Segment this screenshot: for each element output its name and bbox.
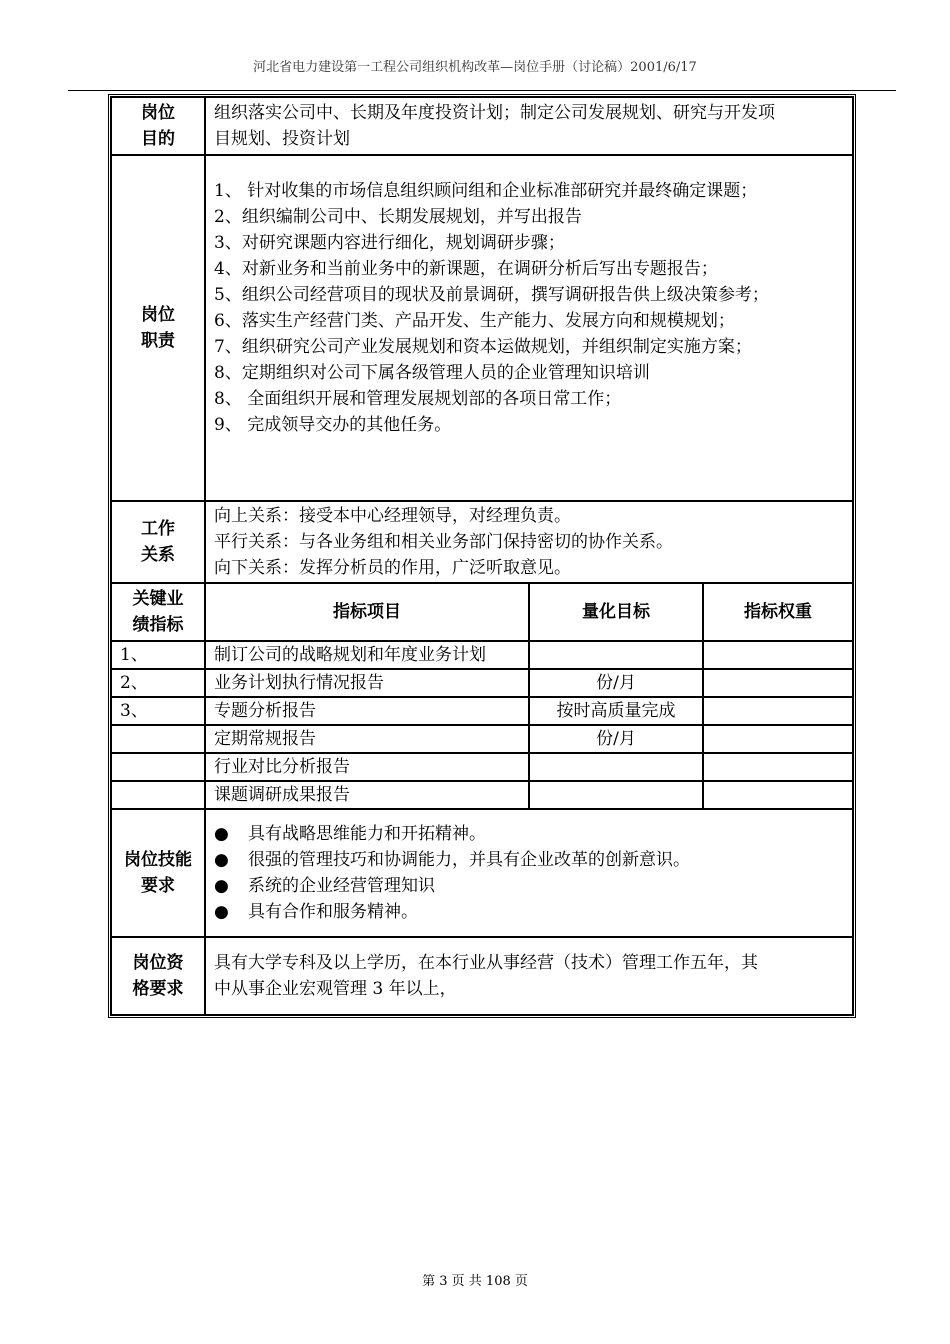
kpi-row-number [111,781,205,809]
page-header: 河北省电力建设第一工程公司组织机构改革—岗位手册（讨论稿）2001/6/17 [253,60,697,75]
relations-label-line: 关系 [141,545,175,565]
kpi-label-line: 关键业 [132,589,184,609]
skill-text: 系统的企业经营管理知识 [248,876,435,896]
kpi-row [111,753,853,781]
kpi-row-number: 3、 [111,697,205,725]
qualification-line: 中从事企业宏观管理 3 年以上， [214,979,457,999]
relation-upward: 向上关系：接受本中心经理领导，对经理负责。 [214,506,571,526]
kpi-header-row [111,583,853,641]
purpose-text [205,97,853,155]
bullet-icon: ● [214,824,229,844]
skill-text: 具有合作和服务精神。 [248,902,418,922]
kpi-row-weight [703,641,853,669]
kpi-row-weight [703,725,853,753]
purpose-row [111,97,853,155]
kpi-row-target [529,641,703,669]
kpi-row-target [529,753,703,781]
skills-row [111,809,853,937]
relations-label [111,501,205,583]
duty-item: 5、组织公司经营项目的现状及前景调研，撰写调研报告供上级决策参考； [214,285,769,305]
duties-label [111,155,205,501]
relation-parallel: 平行关系：与各业务组和相关业务部门保持密切的协作关系。 [214,532,673,552]
skills-list [205,809,853,937]
kpi-row [111,641,853,669]
purpose-line: 组织落实公司中、长期及年度投资计划；制定公司发展规划、研究与开发项 [214,103,775,123]
kpi-row-number [111,725,205,753]
purpose-label-line: 岗位 [141,103,175,123]
kpi-row-target: 份/月 [529,725,703,753]
skill-item [214,899,844,925]
skill-item [214,873,844,899]
duty-item: 3、对研究课题内容进行细化，规划调研步骤； [214,233,565,253]
kpi-header-item: 指标项目 [205,583,529,641]
purpose-line: 目规划、投资计划 [214,129,350,149]
kpi-row-target: 份/月 [529,669,703,697]
relations-text [205,501,853,583]
duties-row [111,155,853,501]
duty-item: 1、 针对收集的市场信息组织顾问组和企业标准部研究并最终确定课题； [214,181,758,201]
qualification-label-line: 格要求 [132,979,184,999]
skill-text: 很强的管理技巧和协调能力，并具有企业改革的创新意识。 [248,850,690,870]
duty-item: 9、 完成领导交办的其他任务。 [214,415,452,435]
skill-item [214,821,844,847]
kpi-row-weight [703,669,853,697]
skills-label [111,809,205,937]
duties-list [205,155,853,501]
kpi-row-item: 行业对比分析报告 [205,753,529,781]
skill-text: 具有战略思维能力和开拓精神。 [248,824,486,844]
kpi-row [111,781,853,809]
kpi-label-line: 绩指标 [132,615,184,635]
kpi-row [111,697,853,725]
kpi-row-item: 制订公司的战略规划和年度业务计划 [205,641,529,669]
job-description-table [110,96,854,1016]
skills-label-line: 岗位技能 [124,850,192,870]
kpi-row-weight [703,697,853,725]
kpi-row-item: 专题分析报告 [205,697,529,725]
header-rule [68,90,896,91]
purpose-label [111,97,205,155]
kpi-row-target [529,781,703,809]
kpi-row-number: 2、 [111,669,205,697]
relations-row [111,501,853,583]
kpi-header-weight: 指标权重 [703,583,853,641]
skills-label-line: 要求 [141,876,175,896]
kpi-row-item: 课题调研成果报告 [205,781,529,809]
skill-item [214,847,844,873]
page-footer: 第 3 页 共 108 页 [422,1274,528,1289]
kpi-row-number: 1、 [111,641,205,669]
qualification-text [205,937,853,1015]
bullet-icon: ● [214,876,229,896]
bullet-icon: ● [214,902,229,922]
kpi-row-item: 定期常规报告 [205,725,529,753]
duties-label-line: 职责 [141,331,175,351]
duty-item: 2、组织编制公司中、长期发展规划，并写出报告 [214,207,582,227]
purpose-label-line: 目的 [141,129,175,149]
kpi-header-target: 量化目标 [529,583,703,641]
duty-item: 4、对新业务和当前业务中的新课题，在调研分析后写出专题报告； [214,259,718,279]
kpi-row [111,669,853,697]
duty-item: 8、定期组织对公司下属各级管理人员的企业管理知识培训 [214,363,650,383]
kpi-row-number [111,753,205,781]
kpi-row-target: 按时高质量完成 [529,697,703,725]
kpi-row-item: 业务计划执行情况报告 [205,669,529,697]
kpi-row [111,725,853,753]
qualification-label [111,937,205,1015]
qualification-label-line: 岗位资 [132,953,184,973]
duty-item: 7、组织研究公司产业发展规划和资本运做规划，并组织制定实施方案； [214,337,752,357]
kpi-row-weight [703,781,853,809]
duty-item: 8、 全面组织开展和管理发展规划部的各项日常工作； [214,389,622,409]
bullet-icon: ● [214,850,229,870]
relation-downward: 向下关系：发挥分析员的作用，广泛听取意见。 [214,558,571,578]
duty-item: 6、落实生产经营门类、产品开发、生产能力、发展方向和规模规划； [214,311,735,331]
qualification-line: 具有大学专科及以上学历，在本行业从事经营（技术）管理工作五年，其 [214,953,758,973]
duties-label-line: 岗位 [141,305,175,325]
kpi-row-weight [703,753,853,781]
relations-label-line: 工作 [141,519,175,539]
kpi-label [111,583,205,641]
qualification-row [111,937,853,1015]
